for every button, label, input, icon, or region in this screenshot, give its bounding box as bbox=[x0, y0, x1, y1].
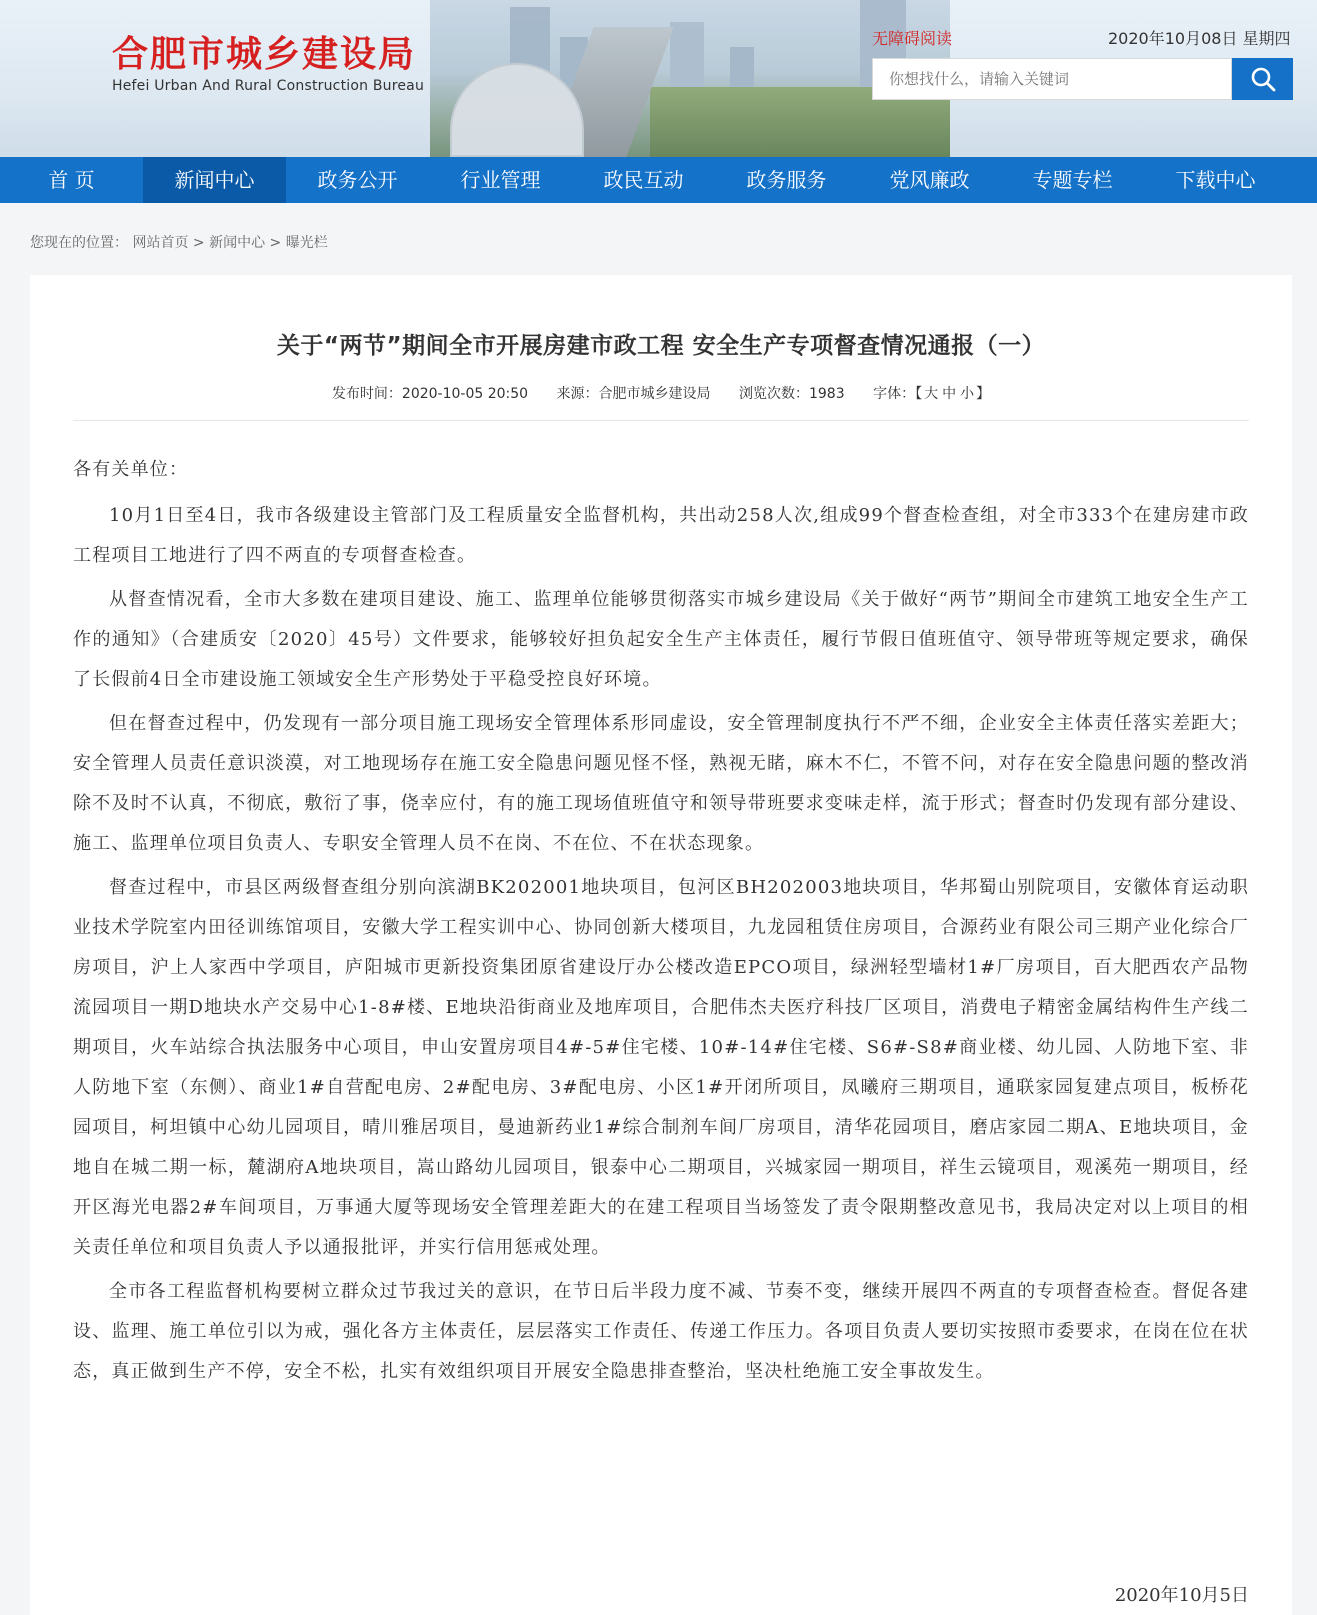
paragraph: 但在督查过程中，仍发现有一部分项目施工现场安全管理体系形同虚设，安全管理制度执行不严不细，企业安全主体责任落实差距大；安全管理人员责任意识淡漠，对工地现场存在施工安全隐患问题见怪不怪，熟视无睹，麻木不仁，不管不问，对存在安全隐患问题的整改消除不及时不认真，不彻底，敷衍了事，侥幸应付，有的施工现场值班值守和领导带班要求变味走样，流于形式；督查时仍发现有部分建设、施工、监理单位项目负责人、专职安全管理人员不在岗、不在位、不在状态现象。 bbox=[73, 713, 1249, 854]
breadcrumb-prefix: 您现在的位置： bbox=[30, 235, 128, 251]
breadcrumb-separator: > bbox=[269, 235, 286, 251]
title-divider bbox=[73, 420, 1249, 421]
breadcrumb-news[interactable]: 新闻中心 bbox=[209, 235, 266, 251]
nav-item-topics[interactable]: 专题专栏 bbox=[1032, 168, 1113, 192]
article-card bbox=[30, 275, 1292, 1615]
salutation: 各有关单位： bbox=[73, 459, 189, 480]
nav-item-news[interactable]: 新闻中心 bbox=[143, 157, 286, 203]
breadcrumb-exposure[interactable]: 曝光栏 bbox=[285, 235, 328, 251]
search-input[interactable] bbox=[872, 58, 1232, 100]
accessibility-link[interactable]: 无障碍阅读 bbox=[872, 29, 953, 48]
view-count: 浏览次数：1983 bbox=[738, 386, 845, 402]
breadcrumb-home[interactable]: 网站首页 bbox=[132, 235, 189, 251]
publish-time: 发布时间：2020-10-05 20:50 bbox=[331, 386, 529, 402]
article-content bbox=[73, 450, 1249, 1396]
font-size-control: 字体：【 大 中 小 】 bbox=[873, 386, 991, 402]
nav-item-home[interactable]: 首 页 bbox=[48, 168, 95, 192]
signature-date: 2020年10月5日 bbox=[1114, 1585, 1249, 1606]
nav-item-government-affairs[interactable]: 政务公开 bbox=[317, 168, 398, 192]
breadcrumb-separator: > bbox=[192, 235, 210, 251]
font-small-button[interactable]: 小 bbox=[960, 386, 975, 402]
logo-english: Hefei Urban And Rural Construction Bureau bbox=[112, 78, 425, 94]
paragraph: 督查过程中，市县区两级督查组分别向滨湖BK202001地块项目，包河区BH202003地块项目，华邦蜀山别院项目，安徽体育运动职业技术学院室内田径训练馆项目，安徽大学工程实训中心、协同创新大楼项目，九龙园租赁住房项目，合源药业有限公司三期产业化综合厂房项目，沪上人家西中学项目，庐阳城市更新投资集团原省建设厅办公楼改造EPCO项目，绿洲轻型墙材1#厂房项目，百大肥西农产品物流园项目一期D地块水产交易中心1-8#楼、E地块沿街商业及地库项目，合肥伟杰夫医疗科技厂区项目，消费电子精密金属结构件生产线二期项目，火车站综合执法服务中心项目，申山安置房项目4#-5#住宅楼、10#-14#住宅楼、S6#-S8#商业楼、幼儿园、人防地下室、非人防地下室（东侧）、商业1#自营配电房、2#配电房、3#配电房、小区1#开闭所项目，凤曦府三期项目，通联家园复建点项目，板桥花园项目，柯坦镇中心幼儿园项目，晴川雅居项目，曼迪新药业1#综合制剂车间厂房项目，清华花园项目，磨店家园二期A、E地块项目，金地自在城二期一标，麓湖府A地块项目，嵩山路幼儿园项目，银泰中心二期项目，兴城家园一期项目，祥生云镜项目，观溪苑一期项目，经开区海光电器2#车间项目，万事通大厦等现场安全管理差距大的在建工程项目当场签发了责令限期整改意见书，我局决定对以上项目的相关责任单位和项目负责人予以通报批评，并实行信用惩戒处理。 bbox=[73, 877, 1249, 1258]
article-source: 来源：合肥市城乡建设局 bbox=[556, 386, 711, 402]
paragraph: 10月1日至4日，我市各级建设主管部门及工程质量安全监督机构，共出动258人次,组成99个督查检查组，对全市333个在建房建市政工程项目工地进行了四不两直的专项督查检查。 bbox=[73, 505, 1249, 566]
site-logo[interactable] bbox=[112, 32, 424, 94]
search-icon bbox=[1250, 66, 1276, 92]
nav-item-interaction[interactable]: 政民互动 bbox=[603, 168, 684, 192]
article-title: 关于“两节”期间全市开展房建市政工程 安全生产专项督查情况通报（一） bbox=[276, 333, 1046, 359]
nav-item-integrity[interactable]: 党风廉政 bbox=[889, 168, 970, 192]
font-large-button[interactable]: 大 bbox=[924, 386, 939, 402]
nav-item-downloads[interactable]: 下载中心 bbox=[1175, 168, 1256, 192]
paragraph: 从督查情况看，全市大多数在建项目建设、施工、监理单位能够贯彻落实市城乡建设局《关于做好“两节”期间全市建筑工地安全生产工作的通知》（合建质安〔2020〕45号）文件要求，能够较好担负起安全生产主体责任，履行节假日值班值守、领导带班等规定要求，确保了长假前4日全市建设施工领域安全生产形势处于平稳受控良好环境。 bbox=[73, 589, 1249, 690]
site-header bbox=[0, 0, 1317, 157]
current-date: 2020年10月08日 星期四 bbox=[1108, 29, 1291, 48]
breadcrumb bbox=[30, 232, 328, 252]
nav-item-services[interactable]: 政务服务 bbox=[746, 168, 827, 192]
main-nav bbox=[0, 157, 1317, 203]
font-medium-button[interactable]: 中 bbox=[942, 386, 957, 402]
paragraph: 全市各工程监督机构要树立群众过节我过关的意识，在节日后半段力度不减、节奏不变，继续开展四不两直的专项督查检查。督促各建设、监理、施工单位引以为戒，强化各方主体责任，层层落实工作责任、传递工作压力。各项目负责人要切实按照市委要求，在岗在位在状态，真正做到生产不停，安全不松，扎实有效组织项目开展安全隐患排查整治，坚决杜绝施工安全事故发生。 bbox=[73, 1281, 1249, 1382]
article-meta bbox=[30, 383, 1292, 403]
nav-item-industry[interactable]: 行业管理 bbox=[460, 168, 541, 192]
search-button[interactable] bbox=[1232, 58, 1293, 100]
logo-chinese: 合肥市城乡建设局 bbox=[112, 33, 417, 75]
